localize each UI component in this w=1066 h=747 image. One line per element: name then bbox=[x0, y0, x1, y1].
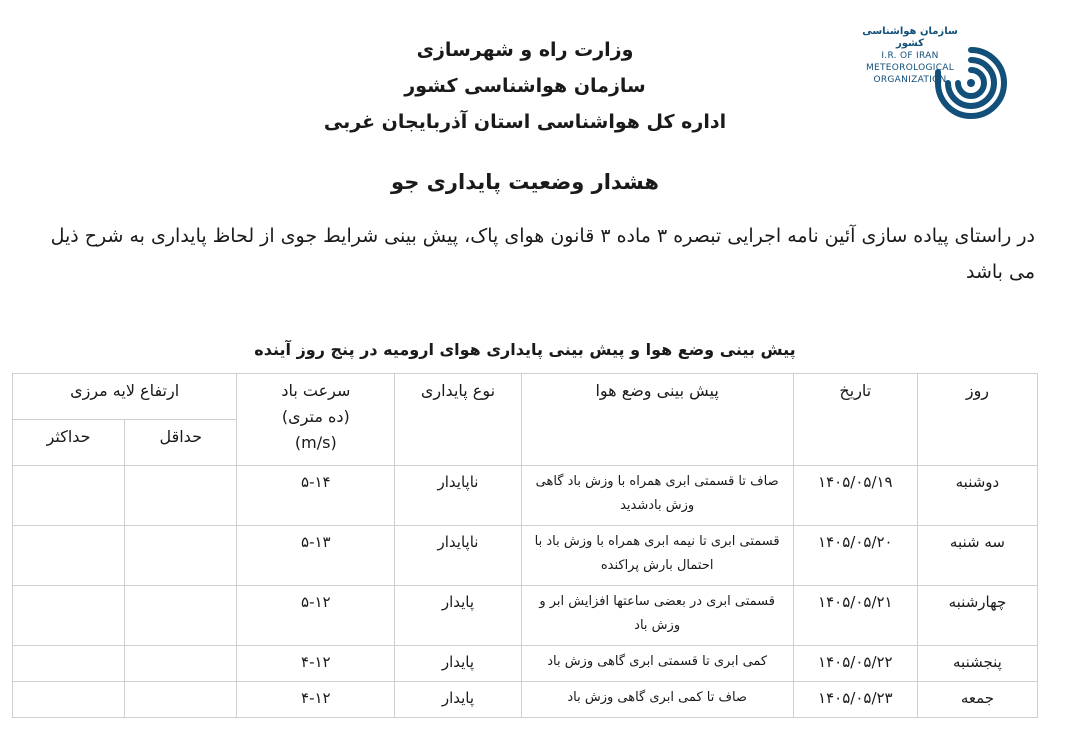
cell-date: ۱۴۰۵/۰۵/۱۹ bbox=[793, 466, 917, 526]
organization-name: سازمان هواشناسی کشور bbox=[404, 75, 646, 97]
cell-wind: ۴-۱۲ bbox=[237, 646, 395, 682]
cell-date: ۱۴۰۵/۰۵/۲۳ bbox=[793, 682, 917, 718]
header-weather: پیش بینی وضع هوا bbox=[521, 374, 793, 466]
cell-date: ۱۴۰۵/۰۵/۲۲ bbox=[793, 646, 917, 682]
cell-stability: پایدار bbox=[395, 682, 521, 718]
header-boundary-layer: ارتفاع لایه مرزی bbox=[13, 374, 237, 420]
cell-max bbox=[13, 682, 125, 718]
cell-min bbox=[125, 586, 237, 646]
table-row bbox=[13, 526, 1038, 586]
document-title: هشدار وضعیت پایداری جو bbox=[391, 170, 659, 194]
table-title: پیش بینی وضع هوا و پیش بینی پایداری هوای ارومیه در پنج روز آینده bbox=[254, 340, 796, 359]
header-max: حداکثر bbox=[13, 420, 125, 466]
cell-max bbox=[13, 646, 125, 682]
letterhead bbox=[300, 32, 750, 140]
cell-wind: ۵-۱۲ bbox=[237, 586, 395, 646]
table-row bbox=[13, 586, 1038, 646]
cell-max bbox=[13, 466, 125, 526]
cell-weather: کمی ابری تا قسمتی ابری گاهی وزش باد bbox=[521, 646, 793, 682]
logo-en-line2: METEOROLOGICAL bbox=[865, 63, 955, 73]
cell-stability: ناپایدار bbox=[395, 466, 521, 526]
cell-date: ۱۴۰۵/۰۵/۲۱ bbox=[793, 586, 917, 646]
cell-min bbox=[125, 646, 237, 682]
cell-max bbox=[13, 586, 125, 646]
header-stability: نوع پایداری bbox=[395, 374, 521, 466]
table-row bbox=[13, 646, 1038, 682]
cell-wind: ۴-۱۲ bbox=[237, 682, 395, 718]
header-wind-line3: (m/s) bbox=[294, 433, 337, 452]
logo-spiral-icon bbox=[930, 42, 1012, 124]
cell-stability: ناپایدار bbox=[395, 526, 521, 586]
header-wind-line1: سرعت باد bbox=[281, 381, 351, 400]
forecast-table bbox=[12, 373, 1038, 718]
table-row bbox=[13, 466, 1038, 526]
cell-date: ۱۴۰۵/۰۵/۲۰ bbox=[793, 526, 917, 586]
cell-wind: ۵-۱۴ bbox=[237, 466, 395, 526]
cell-stability: پایدار bbox=[395, 646, 521, 682]
cell-max bbox=[13, 526, 125, 586]
office-name: اداره کل هواشناسی استان آذربایجان غربی bbox=[323, 111, 727, 133]
cell-day: جمعه bbox=[917, 682, 1037, 718]
meteorological-organization-logo bbox=[860, 20, 1020, 140]
logo-fa-name: سازمان هواشناسی کشور bbox=[862, 26, 958, 49]
cell-weather: قسمتی ابری در بعضی ساعتها افزایش ابر و وزش باد bbox=[521, 586, 793, 646]
cell-day: دوشنبه bbox=[917, 466, 1037, 526]
header-day: روز bbox=[917, 374, 1037, 466]
header-min: حداقل bbox=[125, 420, 237, 466]
cell-min bbox=[125, 682, 237, 718]
ministry-name: وزارت راه و شهرسازی bbox=[416, 39, 634, 61]
cell-stability: پایدار bbox=[395, 586, 521, 646]
header-wind-line2: (ده متری) bbox=[281, 407, 350, 426]
cell-wind: ۵-۱۳ bbox=[237, 526, 395, 586]
header-date: تاریخ bbox=[793, 374, 917, 466]
logo-en-line1: I.R. OF IRAN bbox=[881, 51, 939, 61]
cell-weather: صاف تا کمی ابری گاهی وزش باد bbox=[521, 682, 793, 718]
table-row bbox=[13, 682, 1038, 718]
cell-min bbox=[125, 526, 237, 586]
intro-paragraph: در راستای پیاده سازی آئین نامه اجرایی تبصره ۳ ماده ۳ قانون هوای پاک، پیش بینی شرایط جوی از لحاظ پایداری به شرح ذیل می باشد bbox=[50, 225, 1035, 283]
cell-weather: قسمتی ابری تا نیمه ابری همراه با وزش باد با احتمال بارش پراکنده bbox=[521, 526, 793, 586]
logo-en-line3: ORGANIZATION bbox=[873, 75, 947, 85]
header-wind bbox=[237, 374, 395, 466]
cell-weather: صاف تا قسمتی ابری همراه با وزش باد گاهی وزش بادشدید bbox=[521, 466, 793, 526]
cell-day: پنجشنبه bbox=[917, 646, 1037, 682]
cell-day: سه شنبه bbox=[917, 526, 1037, 586]
cell-day: چهارشنبه bbox=[917, 586, 1037, 646]
cell-min bbox=[125, 466, 237, 526]
